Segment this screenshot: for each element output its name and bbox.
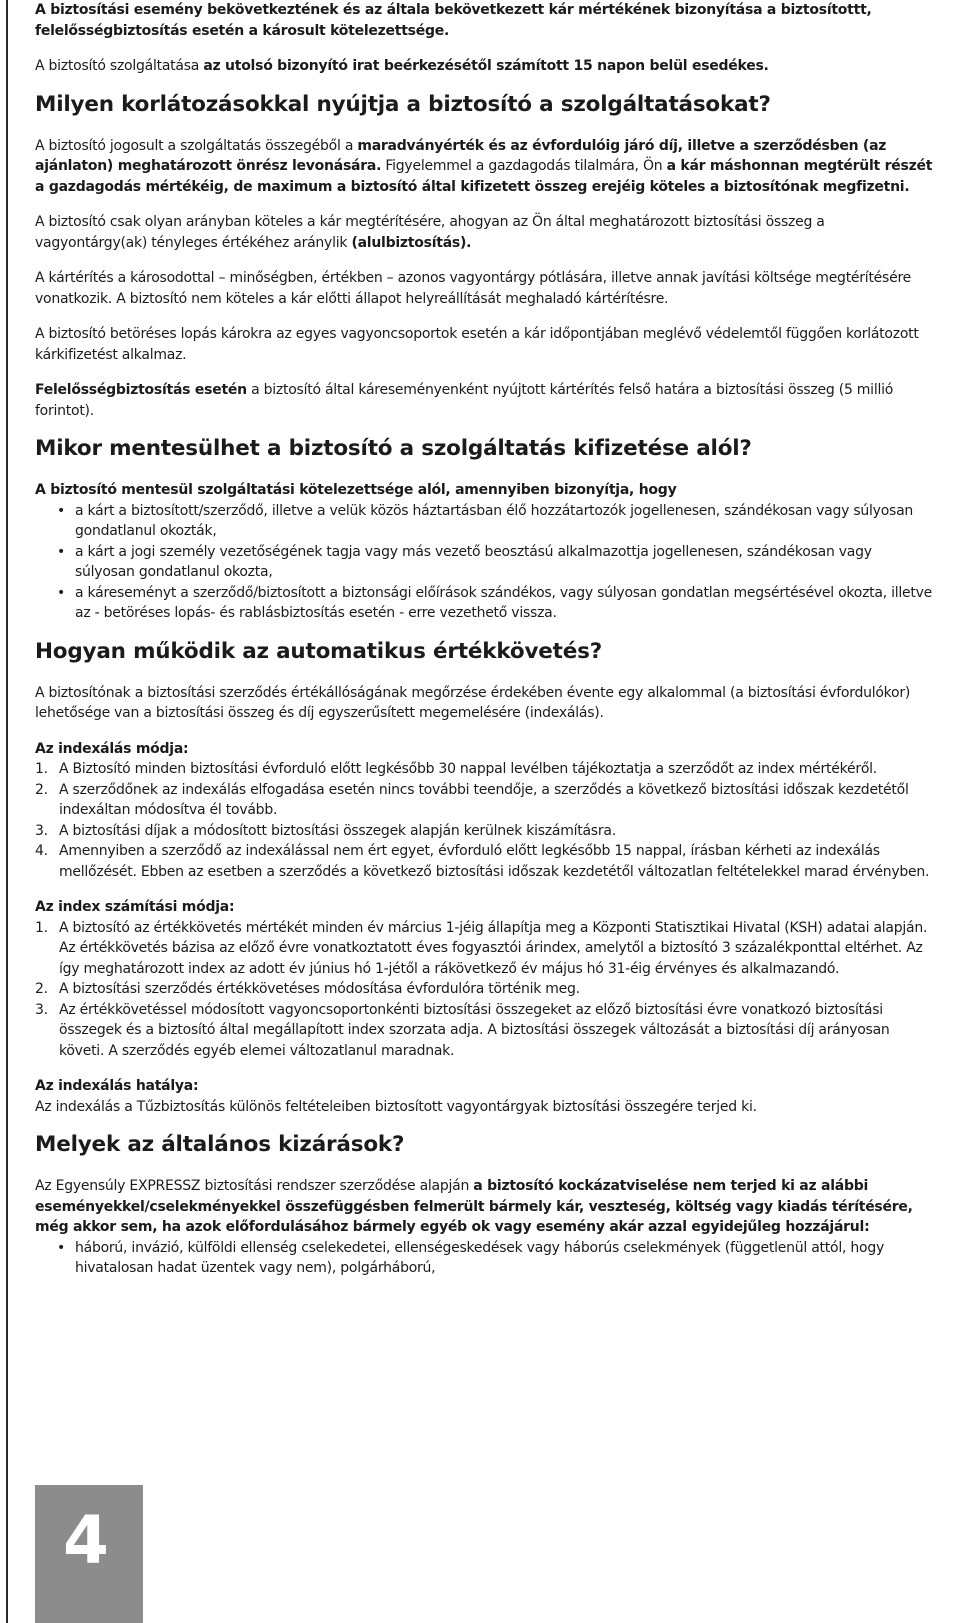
section-heading-limitations: Milyen korlátozásokkal nyújtja a biztosító a szolgáltatásokat? bbox=[35, 91, 771, 117]
bold-run: A biztosító mentesül szolgáltatási kötelezettsége alól, amennyiben bizonyítja, hogy bbox=[35, 482, 677, 498]
text-run: A biztosító jogosult a szolgáltatás összegéből a bbox=[35, 137, 358, 154]
exemption-lead bbox=[35, 480, 935, 501]
bold-run: a biztosító kockázatviselése nem terjed ki az alábbi eseményekkel/cselekményekkel összefüggésben felmerült bármely kár, veszteség, költség vagy kiadás térítésére, még akkor sem, ha azok előfordulásához bármely egyéb ok vagy esemény akár azzal egyidejűleg hozzájárul: bbox=[35, 1178, 913, 1235]
list-number: 4. bbox=[35, 843, 48, 859]
bold-run: maradványérték és az évfordulóig járó díj, illetve a szerződésben (az ajánlaton) meghatározott önrész levonására. bbox=[35, 137, 887, 174]
limitations-paragraph-4: A biztosító betöréses lopás károkra az egyes vagyoncsoportok esetén a kár időpontjában meglévő védelemtől függően korlátozott kárkifizetést alkalmaz. bbox=[35, 326, 919, 363]
list-item bbox=[35, 979, 935, 1000]
intro-paragraph-1 bbox=[35, 0, 935, 41]
bold-run: Az indexálás hatálya: bbox=[35, 1078, 199, 1094]
intro-bold-deadline: az utolsó bizonyító irat beérkezésétől számított 15 napon belül esedékes. bbox=[203, 58, 769, 74]
indexation-subheading-calculation bbox=[35, 897, 935, 918]
list-number: 1. bbox=[35, 919, 48, 936]
list-text: A biztosítási díjak a módosított biztosítási összegek alapján kerülnek kiszámításra. bbox=[59, 822, 616, 839]
bold-run: Az index számítási módja: bbox=[35, 899, 235, 915]
list-number: 3. bbox=[35, 1001, 48, 1018]
list-item bbox=[35, 841, 935, 882]
intro-bold-text-2: kötelezettsége. bbox=[330, 22, 450, 39]
limitations-paragraph-5 bbox=[35, 380, 935, 421]
left-margin-rule bbox=[6, 0, 8, 1623]
limitations-paragraph-2 bbox=[35, 212, 935, 253]
exemption-bullet-list bbox=[35, 501, 935, 624]
list-text: A biztosítási szerződés értékkövetéses módosítása évfordulóra történik meg. bbox=[59, 981, 580, 997]
list-text: A szerződőnek az indexálás elfogadása esetén nincs további teendője, a szerződés a következő biztosítási időszak kezdetétől indexáltan módosítva él tovább. bbox=[59, 781, 909, 818]
indexation-method-list bbox=[35, 759, 935, 882]
indexation-paragraph: A biztosítónak a biztosítási szerződés értékállóságának megőrzése érdekében évente egy alkalommal (a biztosítási évfordulókor) lehetősége van a biztosítási összeg és díj egyszerűsített megemelésére (indexálás). bbox=[35, 684, 911, 721]
bold-run: Felelősségbiztosítás esetén bbox=[35, 382, 247, 398]
list-number: 2. bbox=[35, 981, 48, 997]
bold-run: (alulbiztosítás). bbox=[351, 234, 472, 251]
section-heading-exemption: Mikor mentesülhet a biztosító a szolgáltatás kifizetése alól? bbox=[35, 436, 752, 461]
list-item: • a káreseményt a szerződő/biztosított a biztonsági előírások szándékos, vagy súlyosan gondatlan megsértésével okozta, illetve az - betöréses lopás- és rablásbiztosítás esetén - erre vezethető vissza. bbox=[35, 583, 935, 624]
list-text: A Biztosító minden biztosítási évforduló előtt legkésőbb 30 nappal levélben tájékoztatja a szerződőt az index mértékéről. bbox=[59, 761, 877, 777]
list-item bbox=[35, 1000, 935, 1062]
text-run: Figyelemmel a gazdagodás tilalmára, Ön bbox=[381, 158, 667, 174]
list-number: 1. bbox=[35, 761, 48, 777]
intro-bold-text: A biztosítási esemény bekövetkeztének és az általa bekövetkezett kár mértékének bizonyítása a biztosítottt, felelősségbiztosítás esetén a károsult bbox=[35, 2, 872, 39]
intro-text: A biztosító szolgáltatása bbox=[35, 58, 204, 74]
list-text: A biztosító az értékkövetés mértékét minden év március 1-jéig állapítja meg a Központi Statisztikai Hivatal (KSH) adatai alapján. Az értékkövetés bázisa az előző évre vonatkoztatott éves fogyasztói árindex, amelytől a biztosító 3 százalékponttal eltérhet. Az így meghatározott index az adott év június hó 1-jétől a rákövetkező év május hó 31-éig érvényes és alkalmazandó. bbox=[59, 919, 928, 977]
list-text: Az értékkövetéssel módosított vagyoncsoportonkénti biztosítási összegeket az előző biztosítási évre vonatkozó biztosítási összegek és a biztosító által megállapított index szorzata adja. A biztosítási összegek változását a biztosítási díj arányosan követi. A szerződés egyéb elemei változatlanul maradnak. bbox=[59, 1001, 890, 1059]
limitations-paragraph-3: A kártérítés a károsodottal – minőségben, értékben – azonos vagyontárgy pótlására, illetve annak javítási költsége megtérítésére vonatkozik. A biztosító nem köteles a kár előtti állapot helyreállítását meghaladó kártérítésre. bbox=[35, 270, 912, 307]
indexation-calculation-list bbox=[35, 918, 935, 1062]
document-page bbox=[35, 0, 935, 1279]
limitations-paragraph-1 bbox=[35, 136, 935, 198]
list-item: • a kárt a biztosított/szerződő, illetve a velük közös háztartásban élő hozzátartozók jogellenesen, szándékosan vagy súlyosan gondatlanul okozták, bbox=[35, 501, 935, 542]
intro-paragraph-2 bbox=[35, 56, 935, 77]
bold-run: a kár máshonnan megtérült részét a gazdagodás mértékéig, de maximum a biztosító által kifizetett összeg erejéig köteles a biztosítónak megfizetni. bbox=[35, 158, 933, 195]
list-item bbox=[35, 780, 935, 821]
text-run: a biztosító által káreseményenként nyújtott kártérítés felső határa a biztosítási összeg (5 millió forintot). bbox=[35, 382, 894, 419]
indexation-subheading-method bbox=[35, 739, 935, 760]
list-item bbox=[35, 821, 935, 842]
exclusions-paragraph bbox=[35, 1176, 935, 1238]
list-number: 3. bbox=[35, 822, 48, 839]
section-heading-exclusions: Melyek az általános kizárások? bbox=[35, 1132, 405, 1157]
list-number: 2. bbox=[35, 781, 48, 798]
text-run: Az Egyensúly EXPRESSZ biztosítási rendszer szerződése alapján bbox=[35, 1178, 474, 1194]
section-heading-indexation: Hogyan működik az automatikus értékkövetés? bbox=[35, 638, 602, 664]
list-item bbox=[35, 759, 935, 780]
page-number-block bbox=[35, 1485, 143, 1623]
text-run: A biztosító csak olyan arányban köteles a kár megtérítésére, ahogyan az Ön által meghatározott biztosítási összeg a vagyontárgy(ak) tényleges értékéhez aránylik bbox=[35, 214, 825, 251]
page-number: 4 bbox=[63, 1502, 109, 1579]
indexation-scope-text: Az indexálás a Tűzbiztosítás különös feltételeiben biztosított vagyontárgyak biztosítási összegére terjed ki. bbox=[35, 1098, 757, 1115]
bold-run: Az indexálás módja: bbox=[35, 740, 189, 757]
list-item bbox=[35, 918, 935, 980]
exclusions-bullet-list bbox=[35, 1238, 935, 1279]
indexation-subheading-scope bbox=[35, 1076, 935, 1097]
list-text: Amennyiben a szerződő az indexálással nem ért egyet, évforduló előtt legkésőbb 15 nappal, írásban kérheti az indexálás mellőzését. Ebben az esetben a szerződés a következő biztosítási időszak kezdetétől változatlan feltételekkel marad érvényben. bbox=[59, 843, 930, 880]
list-item: • a kárt a jogi személy vezetőségének tagja vagy más vezető beosztású alkalmazottja jogellenesen, szándékosan vagy súlyosan gondatlanul okozta, bbox=[35, 542, 935, 583]
list-item: • háború, invázió, külföldi ellenség cselekedetei, ellenségeskedések vagy háborús cselekmények (függetlenül attól, hogy hivatalosan hadat üzentek vagy nem), polgárháború, bbox=[35, 1238, 935, 1279]
